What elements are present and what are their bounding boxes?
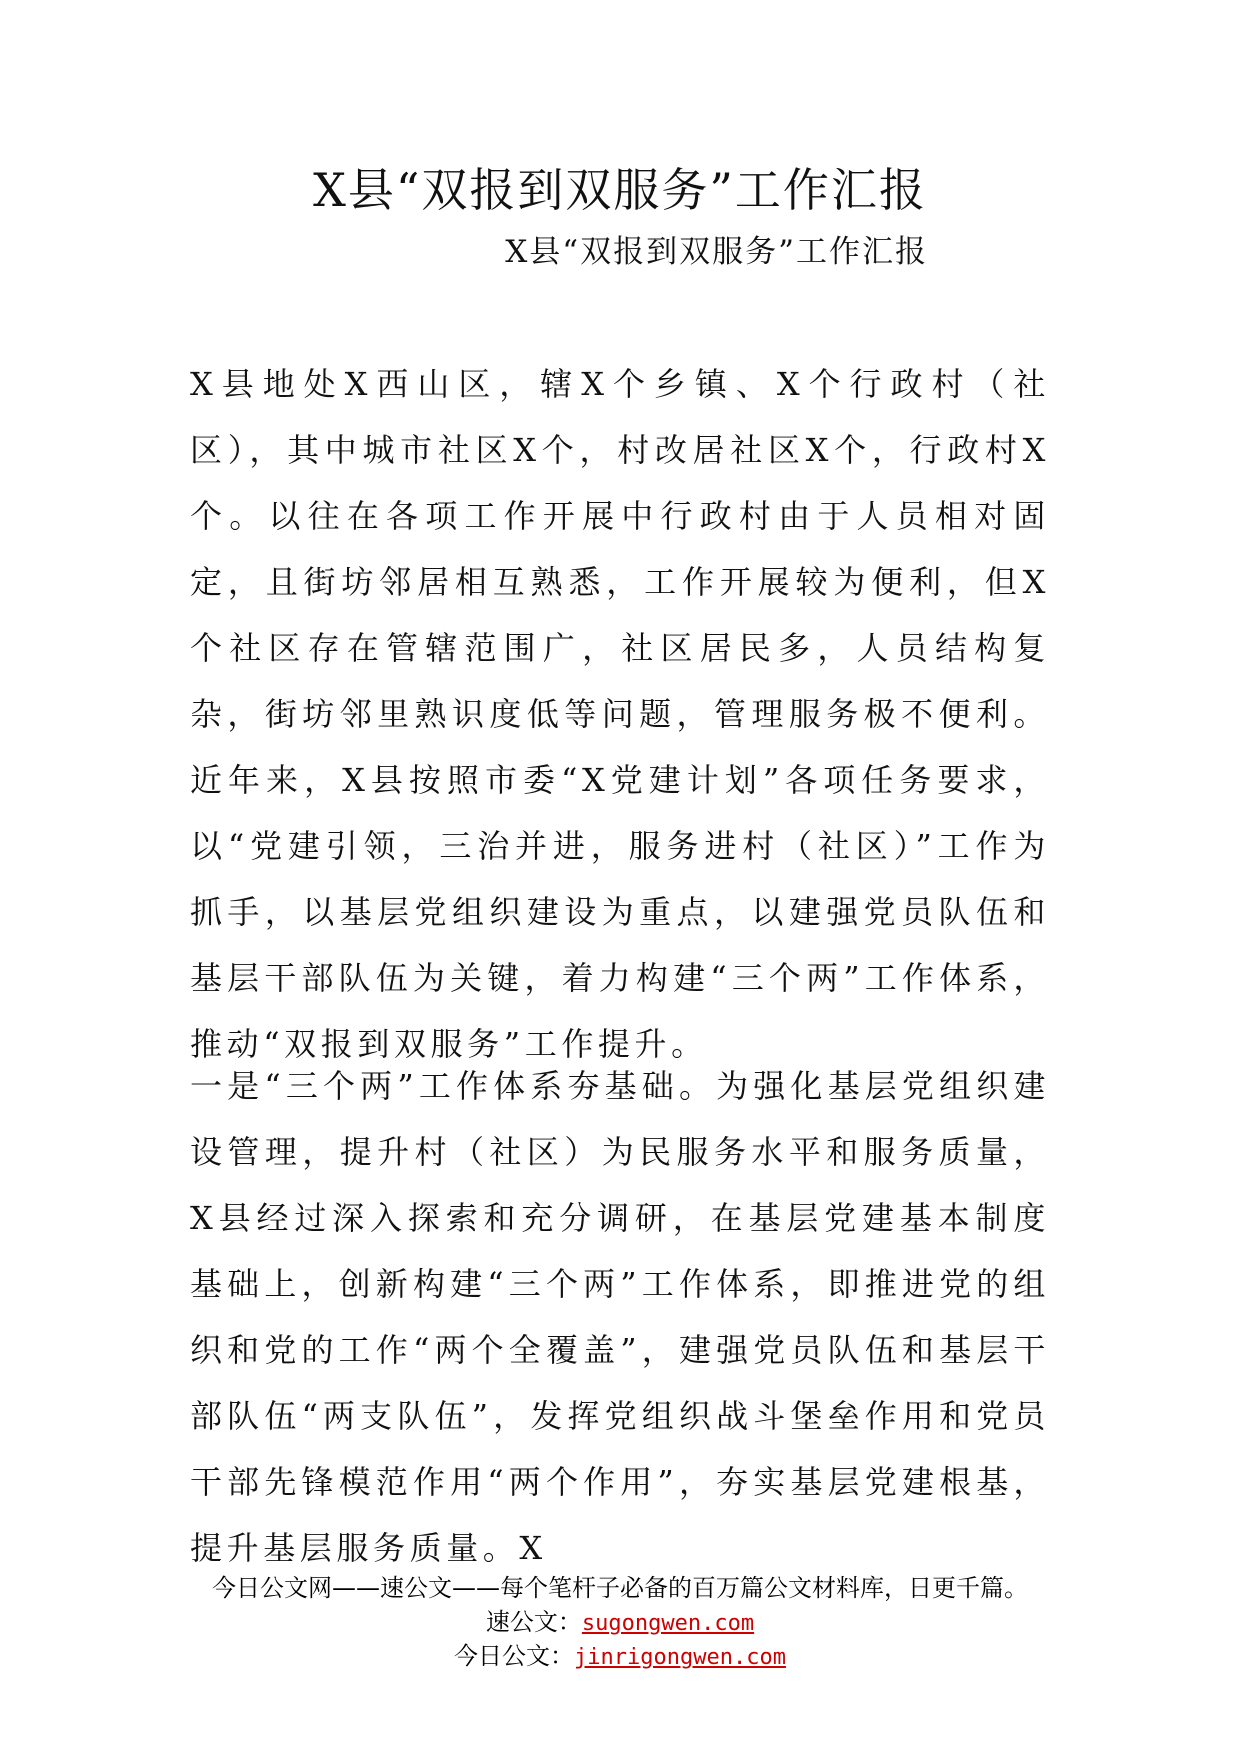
footer-site-2 <box>0 1640 1240 1674</box>
body-paragraph-2: 一是“三个两”工作体系夯基础。为强化基层党组织建设管理，提升村（社区）为民服务水平和服务质量，X县经过深入探索和充分调研，在基层党建基本制度基础上，创新构建“三个两”工作体系，即推进党的组织和党的工作“两个全覆盖”，建强党员队伍和基层干部队伍“两支队伍”，发挥党组织战斗堡垒作用和党员干部先锋模范作用“两个作用”，夯实基层党建根基，提升基层服务质量。X <box>190 1067 1050 1567</box>
footer-site-1-label: 速公文： <box>485 1608 582 1636</box>
footer-site-2-link[interactable]: jinrigongwen.com <box>574 1645 786 1670</box>
body-paragraph-1: X县地处X西山区，辖X个乡镇、X个行政村（社区），其中城市社区X个，村改居社区X个，行政村X个。以往在各项工作开展中行政村由于人员相对固定，且街坊邻居相互熟悉，工作开展较为便利，但X个社区存在管辖范围广，社区居民多，人员结构复杂，街坊邻里熟识度低等问题，管理服务极不便利。近年来，X县按照市委“X党建计划”各项任务要求，以“党建引领，三治并进，服务进村（社区）”工作为抓手，以基层党组织建设为重点，以建强党员队伍和基层干部队伍为关键，着力构建“三个两”工作体系，推动“双报到双服务”工作提升。 <box>190 365 1050 1063</box>
footer-slogan: 今日公文网——速公文——每个笔杆子必备的百万篇公文材料库，日更千篇。 <box>212 1574 1028 1602</box>
document-subtitle: X县“双报到双服务”工作汇报 <box>505 234 928 270</box>
footer-site-2-label: 今日公文： <box>454 1642 575 1670</box>
footer-site-1-link[interactable]: sugongwen.com <box>581 1611 755 1636</box>
footer-site-1 <box>0 1606 1240 1640</box>
document-title: X县“双报到双服务”工作汇报 <box>313 163 927 217</box>
